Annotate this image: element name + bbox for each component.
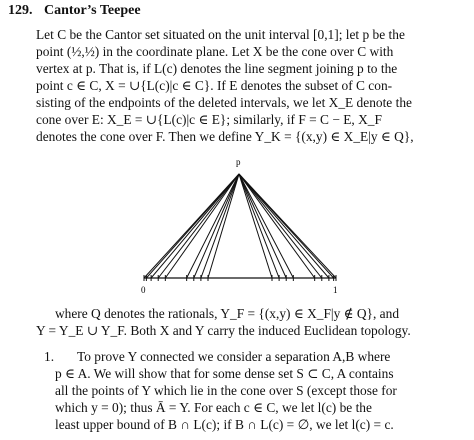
section-heading: [8, 3, 141, 19]
paragraph-line: cone over E: X_E = ∪{L(c)|c ∈ E}; similarly, if F = C − E, X_F: [36, 112, 382, 127]
item-line: which y = 0); thus Ā = Y. For each c ∈ C, we let l(c) be the: [55, 400, 372, 415]
left-endpoint-label: 0: [141, 285, 146, 295]
cone-ray: [201, 174, 239, 278]
paragraph-line: point (½,½) in the coordinate plane. Let X be the cone over C with: [36, 44, 394, 59]
paragraph-line: point c ∈ C, X = ∪{L(c)|c ∈ C}. If E denotes the subset of C con-: [36, 78, 393, 93]
cone-ray: [239, 174, 322, 278]
cone-ray: [239, 174, 293, 278]
paragraph-line: vertex at p. That is, if L(c) denotes the line segment joining p to the: [36, 61, 398, 76]
paragraph-line: denotes the cone over F. Then we define Y_K = {(x,y) ∈ X_E|y ∈ Q},: [36, 129, 414, 144]
cone-ray: [158, 174, 239, 278]
paragraph-line: where Q denotes the rationals, Y_F = {(x,y) ∈ X_F|y ∉ Q}, and: [55, 306, 400, 321]
section-title: Cantor’s Teepee: [44, 3, 141, 18]
section-number: 129.: [8, 3, 33, 18]
cone-ray: [239, 174, 279, 278]
paragraph-line: Let C be the Cantor set situated on the unit interval [0,1]; let p be the: [36, 27, 405, 42]
cone-ray: [165, 174, 239, 278]
item-line: p ∈ A. We will show that for some dense set S ⊂ C, A contains: [55, 366, 394, 381]
item-line: least upper bound of B ∩ L(c); if B ∩ L(c) = ∅, we let l(c) = c.: [55, 417, 394, 432]
item-number: 1.: [44, 349, 55, 364]
cone-rays: [144, 174, 336, 281]
right-endpoint-label: 1: [333, 285, 338, 295]
vertex-label: p: [236, 157, 241, 167]
paragraph-line: Y = Y_E ∪ Y_F. Both X and Y carry the induced Euclidean topology.: [36, 323, 411, 338]
cone-ray: [194, 174, 239, 278]
cone-ray: [239, 174, 336, 278]
item-line: To prove Y connected we consider a separation A,B where: [77, 349, 391, 364]
cone-ray: [146, 174, 239, 278]
cantor-teepee-figure: [0, 156, 474, 298]
cone-ray: [239, 174, 329, 278]
cone-ray: [239, 174, 272, 278]
item-line: all the points of Y which lie in the cone over S (except those for: [55, 383, 397, 398]
paragraph-line: sisting of the endpoints of the deleted intervals, we let X_E denote the: [36, 95, 412, 110]
cone-ray: [239, 174, 315, 278]
cone-ray: [239, 174, 286, 278]
